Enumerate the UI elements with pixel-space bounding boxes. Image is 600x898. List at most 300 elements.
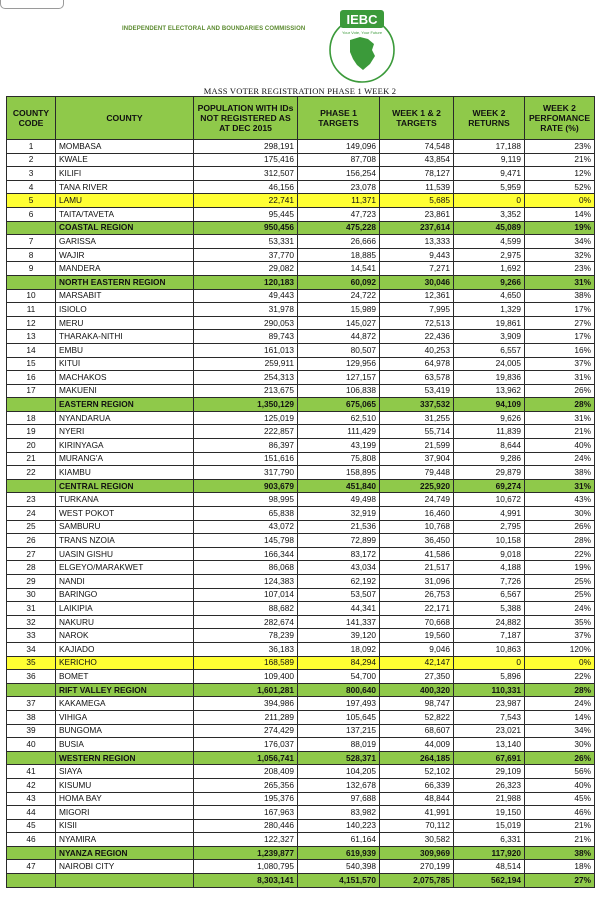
cell-week12: 9,443 (380, 248, 454, 262)
cell-rate: 35% (525, 615, 595, 629)
cell-returns: 9,286 (454, 452, 525, 466)
cell-returns: 5,896 (454, 670, 525, 684)
cell-returns: 29,109 (454, 765, 525, 779)
cell-population: 254,313 (194, 371, 298, 385)
cell-returns: 7,187 (454, 629, 525, 643)
table-row (7, 411, 595, 425)
cell-phase1: 540,398 (298, 860, 380, 874)
cell-code (7, 479, 56, 493)
col-header-county: COUNTY (56, 97, 194, 140)
cell-returns: 19,150 (454, 806, 525, 820)
cell-population: 1,601,281 (194, 683, 298, 697)
cell-rate: 30% (525, 507, 595, 521)
cell-returns: 2,795 (454, 520, 525, 534)
cell-returns: 19,836 (454, 371, 525, 385)
cell-rate: 17% (525, 330, 595, 344)
cell-code: 41 (7, 765, 56, 779)
cell-phase1: 156,254 (298, 167, 380, 181)
cell-population: 46,156 (194, 180, 298, 194)
cell-returns: 9,626 (454, 411, 525, 425)
cell-rate: 34% (525, 235, 595, 249)
cell-phase1: 14,541 (298, 262, 380, 276)
cell-code: 5 (7, 194, 56, 208)
cell-phase1: 32,919 (298, 507, 380, 521)
cell-code: 36 (7, 670, 56, 684)
cell-population: 8,303,141 (194, 874, 298, 888)
cell-code (7, 874, 56, 888)
cell-county: TAITA/TAVETA (56, 207, 194, 221)
cell-county: SIAYA (56, 765, 194, 779)
cell-phase1: 140,223 (298, 819, 380, 833)
table-row (7, 167, 595, 181)
table-row (7, 371, 595, 385)
cell-county: EMBU (56, 343, 194, 357)
cell-rate: 26% (525, 520, 595, 534)
cell-phase1: 83,172 (298, 547, 380, 561)
cell-week12: 19,560 (380, 629, 454, 643)
cell-county: NANDI (56, 575, 194, 589)
cell-rate: 25% (525, 588, 595, 602)
col-header-rate: WEEK 2 PERFOMANCE RATE (%) (525, 97, 595, 140)
cell-week12: 48,844 (380, 792, 454, 806)
region-subtotal-row (7, 398, 595, 412)
cell-phase1: 619,939 (298, 846, 380, 860)
cell-population: 88,682 (194, 602, 298, 616)
cell-rate: 37% (525, 629, 595, 643)
table-row (7, 466, 595, 480)
cell-week12: 21,517 (380, 561, 454, 575)
cell-rate: 22% (525, 670, 595, 684)
cell-week12: 41,991 (380, 806, 454, 820)
cell-population: 49,443 (194, 289, 298, 303)
table-row (7, 289, 595, 303)
cell-population: 280,446 (194, 819, 298, 833)
cell-returns: 21,988 (454, 792, 525, 806)
region-subtotal-row (7, 221, 595, 235)
cell-population: 176,037 (194, 738, 298, 752)
cell-returns: 48,514 (454, 860, 525, 874)
cell-rate: 38% (525, 289, 595, 303)
cell-phase1: 528,371 (298, 751, 380, 765)
cell-returns: 69,274 (454, 479, 525, 493)
table-row (7, 575, 595, 589)
cell-population: 98,995 (194, 493, 298, 507)
cell-county: ISIOLO (56, 303, 194, 317)
cell-returns: 5,959 (454, 180, 525, 194)
cell-week12: 74,548 (380, 140, 454, 154)
cell-code (7, 846, 56, 860)
cell-population: 950,456 (194, 221, 298, 235)
cell-code: 11 (7, 303, 56, 317)
cell-phase1: 141,337 (298, 615, 380, 629)
cell-phase1: 129,956 (298, 357, 380, 371)
cell-returns: 15,019 (454, 819, 525, 833)
cell-code: 37 (7, 697, 56, 711)
cell-code: 24 (7, 507, 56, 521)
cell-phase1: 149,096 (298, 140, 380, 154)
cell-code (7, 398, 56, 412)
cell-code (7, 275, 56, 289)
cell-county: KISII (56, 819, 194, 833)
cell-rate: 0% (525, 656, 595, 670)
cell-week12: 98,747 (380, 697, 454, 711)
cell-population: 903,679 (194, 479, 298, 493)
cell-code: 8 (7, 248, 56, 262)
cell-phase1: 15,989 (298, 303, 380, 317)
cell-county: KIAMBU (56, 466, 194, 480)
cell-code: 16 (7, 371, 56, 385)
cell-phase1: 62,510 (298, 411, 380, 425)
logo-text: IEBC (346, 12, 378, 27)
cell-returns: 9,471 (454, 167, 525, 181)
cell-returns: 10,158 (454, 534, 525, 548)
col-header-week12: WEEK 1 & 2 TARGETS (380, 97, 454, 140)
cell-week12: 22,436 (380, 330, 454, 344)
cell-rate: 28% (525, 534, 595, 548)
cell-population: 1,350,129 (194, 398, 298, 412)
cell-phase1: 18,092 (298, 642, 380, 656)
cell-rate: 37% (525, 357, 595, 371)
cell-population: 86,397 (194, 439, 298, 453)
table-row (7, 697, 595, 711)
cell-population: 36,183 (194, 642, 298, 656)
cell-population: 107,014 (194, 588, 298, 602)
cell-code (7, 683, 56, 697)
cell-phase1: 137,215 (298, 724, 380, 738)
cell-population: 290,053 (194, 316, 298, 330)
cell-week12: 16,460 (380, 507, 454, 521)
cell-week12: 7,995 (380, 303, 454, 317)
header-row (7, 97, 595, 140)
cell-population: 151,616 (194, 452, 298, 466)
cell-returns: 8,644 (454, 439, 525, 453)
cell-population: 222,857 (194, 425, 298, 439)
cell-population: 161,013 (194, 343, 298, 357)
cell-week12: 26,753 (380, 588, 454, 602)
table-row (7, 588, 595, 602)
cell-population: 166,344 (194, 547, 298, 561)
table-row (7, 439, 595, 453)
cell-week12: 55,714 (380, 425, 454, 439)
cell-code: 46 (7, 833, 56, 847)
cell-returns: 23,987 (454, 697, 525, 711)
table-row (7, 140, 595, 154)
table-row (7, 534, 595, 548)
grand-total-row (7, 874, 595, 888)
cell-county: NAROK (56, 629, 194, 643)
cell-rate: 21% (525, 153, 595, 167)
cell-population: 22,741 (194, 194, 298, 208)
table-row (7, 316, 595, 330)
cell-county: MARSABIT (56, 289, 194, 303)
cell-code: 27 (7, 547, 56, 561)
cell-county: KISUMU (56, 778, 194, 792)
cell-week12: 70,112 (380, 819, 454, 833)
cell-rate: 19% (525, 561, 595, 575)
cell-phase1: 132,678 (298, 778, 380, 792)
cell-rate: 38% (525, 846, 595, 860)
cell-week12: 270,199 (380, 860, 454, 874)
cell-code: 17 (7, 384, 56, 398)
cell-code: 43 (7, 792, 56, 806)
region-subtotal-row (7, 751, 595, 765)
cell-returns: 9,119 (454, 153, 525, 167)
cell-rate: 26% (525, 751, 595, 765)
cell-rate: 31% (525, 371, 595, 385)
cell-population: 168,589 (194, 656, 298, 670)
table-row (7, 833, 595, 847)
cell-phase1: 62,192 (298, 575, 380, 589)
cell-returns: 23,021 (454, 724, 525, 738)
cell-rate: 28% (525, 683, 595, 697)
cell-rate: 26% (525, 384, 595, 398)
cell-code: 18 (7, 411, 56, 425)
cell-rate: 23% (525, 140, 595, 154)
col-header-returns: WEEK 2 RETURNS (454, 97, 525, 140)
cell-code: 39 (7, 724, 56, 738)
cell-population: 86,068 (194, 561, 298, 575)
cell-population: 394,986 (194, 697, 298, 711)
cell-rate: 28% (525, 398, 595, 412)
cell-week12: 36,450 (380, 534, 454, 548)
cell-code: 1 (7, 140, 56, 154)
cell-population: 29,082 (194, 262, 298, 276)
cell-week12: 24,749 (380, 493, 454, 507)
cell-phase1: 97,688 (298, 792, 380, 806)
cell-county: NYAMIRA (56, 833, 194, 847)
table-row (7, 357, 595, 371)
table-row (7, 629, 595, 643)
cell-code: 19 (7, 425, 56, 439)
cell-county: KITUI (56, 357, 194, 371)
cell-county: KILIFI (56, 167, 194, 181)
cell-rate: 21% (525, 833, 595, 847)
cell-population: 208,409 (194, 765, 298, 779)
cell-code: 33 (7, 629, 56, 643)
cell-code: 10 (7, 289, 56, 303)
cell-week12: 52,102 (380, 765, 454, 779)
cell-returns: 13,140 (454, 738, 525, 752)
table-row (7, 194, 595, 208)
iebc-logo (326, 4, 398, 86)
cell-week12: 72,513 (380, 316, 454, 330)
cell-county: TANA RIVER (56, 180, 194, 194)
cell-county: KAJIADO (56, 642, 194, 656)
cell-phase1: 197,493 (298, 697, 380, 711)
cell-week12: 66,339 (380, 778, 454, 792)
cell-population: 95,445 (194, 207, 298, 221)
cell-week12: 30,582 (380, 833, 454, 847)
cell-phase1: 61,164 (298, 833, 380, 847)
cell-county: MAKUENI (56, 384, 194, 398)
cell-phase1: 111,429 (298, 425, 380, 439)
cell-returns: 24,005 (454, 357, 525, 371)
cell-county: MURANG'A (56, 452, 194, 466)
cell-population: 1,080,795 (194, 860, 298, 874)
cell-county: WEST POKOT (56, 507, 194, 521)
cell-population: 89,743 (194, 330, 298, 344)
cell-week12: 53,419 (380, 384, 454, 398)
cell-population: 109,400 (194, 670, 298, 684)
table-row (7, 452, 595, 466)
kenya-map-icon (350, 37, 375, 70)
cell-rate: 27% (525, 316, 595, 330)
cell-returns: 4,188 (454, 561, 525, 575)
cell-county: COASTAL REGION (56, 221, 194, 235)
cell-code: 13 (7, 330, 56, 344)
cell-phase1: 800,640 (298, 683, 380, 697)
cell-returns: 9,018 (454, 547, 525, 561)
table-row (7, 248, 595, 262)
cell-rate: 56% (525, 765, 595, 779)
cell-county: KERICHO (56, 656, 194, 670)
corner-tab (0, 0, 64, 9)
cell-code (7, 221, 56, 235)
cell-returns: 3,352 (454, 207, 525, 221)
cell-population: 145,798 (194, 534, 298, 548)
cell-returns: 117,920 (454, 846, 525, 860)
cell-week12: 31,255 (380, 411, 454, 425)
cell-rate: 40% (525, 778, 595, 792)
cell-rate: 30% (525, 738, 595, 752)
cell-phase1: 23,078 (298, 180, 380, 194)
cell-returns: 29,879 (454, 466, 525, 480)
cell-rate: 45% (525, 792, 595, 806)
cell-week12: 12,361 (380, 289, 454, 303)
cell-rate: 40% (525, 439, 595, 453)
region-subtotal-row (7, 275, 595, 289)
cell-phase1: 72,899 (298, 534, 380, 548)
cell-county: NAIROBI CITY (56, 860, 194, 874)
cell-returns: 0 (454, 194, 525, 208)
cell-phase1: 106,838 (298, 384, 380, 398)
cell-week12: 11,539 (380, 180, 454, 194)
cell-county: BUNGOMA (56, 724, 194, 738)
cell-phase1: 18,885 (298, 248, 380, 262)
cell-returns: 4,991 (454, 507, 525, 521)
cell-county: KAKAMEGA (56, 697, 194, 711)
cell-rate: 21% (525, 425, 595, 439)
cell-code: 47 (7, 860, 56, 874)
cell-code: 21 (7, 452, 56, 466)
cell-returns: 6,331 (454, 833, 525, 847)
cell-phase1: 44,341 (298, 602, 380, 616)
cell-population: 195,376 (194, 792, 298, 806)
cell-county: RIFT VALLEY REGION (56, 683, 194, 697)
table-row (7, 765, 595, 779)
cell-rate: 24% (525, 697, 595, 711)
cell-phase1: 475,228 (298, 221, 380, 235)
cell-week12: 21,599 (380, 439, 454, 453)
cell-rate: 24% (525, 602, 595, 616)
table-row (7, 724, 595, 738)
cell-code: 2 (7, 153, 56, 167)
cell-returns: 7,543 (454, 710, 525, 724)
cell-code: 7 (7, 235, 56, 249)
cell-county: KIRINYAGA (56, 439, 194, 453)
cell-code: 12 (7, 316, 56, 330)
cell-county: BUSIA (56, 738, 194, 752)
table-row (7, 330, 595, 344)
cell-population: 317,790 (194, 466, 298, 480)
cell-rate: 31% (525, 411, 595, 425)
cell-returns: 10,863 (454, 642, 525, 656)
cell-phase1: 104,205 (298, 765, 380, 779)
cell-week12: 309,969 (380, 846, 454, 860)
cell-phase1: 47,723 (298, 207, 380, 221)
cell-phase1: 88,019 (298, 738, 380, 752)
cell-code: 29 (7, 575, 56, 589)
cell-county: BOMET (56, 670, 194, 684)
cell-rate: 31% (525, 275, 595, 289)
cell-returns: 2,975 (454, 248, 525, 262)
cell-returns: 0 (454, 656, 525, 670)
cell-phase1: 451,840 (298, 479, 380, 493)
cell-phase1: 39,120 (298, 629, 380, 643)
cell-code: 40 (7, 738, 56, 752)
table-row (7, 860, 595, 874)
cell-rate: 27% (525, 874, 595, 888)
cell-code: 9 (7, 262, 56, 276)
cell-population: 265,356 (194, 778, 298, 792)
cell-rate: 17% (525, 303, 595, 317)
cell-week12: 44,009 (380, 738, 454, 752)
table-row (7, 806, 595, 820)
cell-returns: 13,962 (454, 384, 525, 398)
cell-week12: 70,668 (380, 615, 454, 629)
cell-week12: 9,046 (380, 642, 454, 656)
cell-returns: 5,388 (454, 602, 525, 616)
cell-code: 28 (7, 561, 56, 575)
cell-phase1: 127,157 (298, 371, 380, 385)
cell-code: 6 (7, 207, 56, 221)
cell-returns: 7,726 (454, 575, 525, 589)
cell-county: LAIKIPIA (56, 602, 194, 616)
table-row (7, 602, 595, 616)
cell-county: TURKANA (56, 493, 194, 507)
cell-county (56, 874, 194, 888)
table-row (7, 493, 595, 507)
cell-phase1: 145,027 (298, 316, 380, 330)
region-subtotal-row (7, 846, 595, 860)
table-row (7, 343, 595, 357)
cell-county: WAJIR (56, 248, 194, 262)
cell-rate: 24% (525, 452, 595, 466)
cell-week12: 42,147 (380, 656, 454, 670)
cell-rate: 34% (525, 724, 595, 738)
cell-population: 65,838 (194, 507, 298, 521)
cell-code: 34 (7, 642, 56, 656)
cell-code: 45 (7, 819, 56, 833)
cell-rate: 23% (525, 262, 595, 276)
cell-rate: 52% (525, 180, 595, 194)
cell-code: 35 (7, 656, 56, 670)
region-subtotal-row (7, 683, 595, 697)
cell-county: NORTH EASTERN REGION (56, 275, 194, 289)
cell-phase1: 84,294 (298, 656, 380, 670)
col-header-code: COUNTY CODE (7, 97, 56, 140)
cell-returns: 1,329 (454, 303, 525, 317)
cell-code: 44 (7, 806, 56, 820)
cell-returns: 1,692 (454, 262, 525, 276)
table-row (7, 670, 595, 684)
cell-rate: 12% (525, 167, 595, 181)
cell-week12: 40,253 (380, 343, 454, 357)
cell-population: 213,675 (194, 384, 298, 398)
cell-week12: 237,614 (380, 221, 454, 235)
cell-rate: 0% (525, 194, 595, 208)
cell-county: MOMBASA (56, 140, 194, 154)
